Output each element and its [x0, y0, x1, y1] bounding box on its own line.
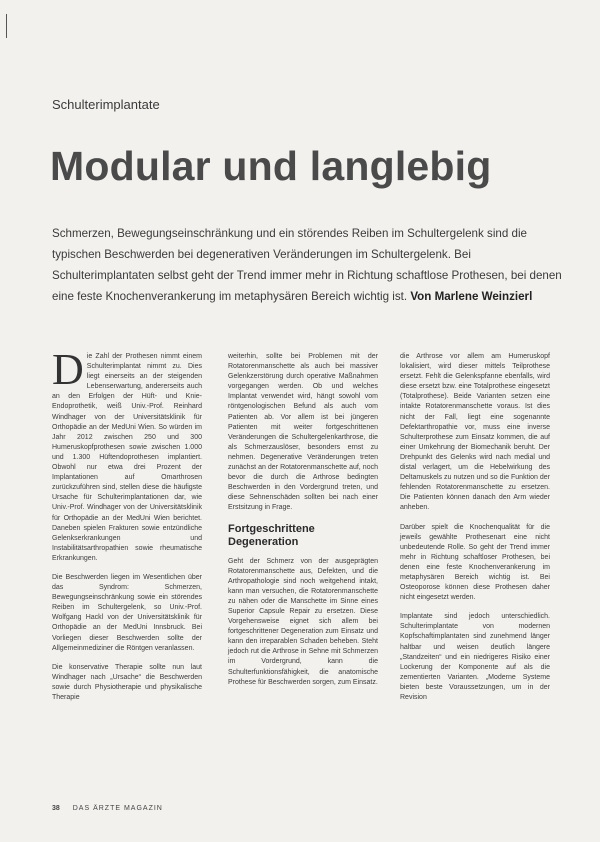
paragraph: Geht der Schmerz von der ausgeprägten Rotatorenmanschette aus, Defekten, und die Arthropathologie sind noch weitgehend intakt, kann man versuchen, die Rotatorenmanschette zu nähen oder die Manschette im Sinne eines Superior Capsule Repair zu ersetzen. Diese Vorgehensweise eignet sich allem bei fortgeschrittener Degeneration zum Einsatz und kann den irreparablen Schaden beheben. Steht jedoch rut die Arthrose in Sehne mit Schmerzen im Vordergrund, kann die Schulterfunktionsfähigkeit, die anatomische Prothese für Beschwerden sorgen, zum Einsatz.	[228, 557, 378, 686]
lead-text: Schmerzen, Bewegungseinschränkung und ein störendes Reiben im Schultergelenk sind die typischen Beschwerden bei degenerativen Veränderungen im Schultergelenk. Bei Schulterimplantaten selbst geht der Trend immer mehr in Richtung schaftlose Prothesen, bei denen eine feste Knochenverankerung im metaphysären Bereich wichtig ist.	[52, 227, 562, 303]
margin-rule	[6, 14, 7, 38]
paragraph: die Arthrose vor allem am Humeruskopf lokalisiert, wird dieser mittels Teilprothese ersetzt. Fehlt die Gelenkspfanne ebenfalls, wird diese ersetzt bzw. eine Totalprothese eingesetzt (Totalprothese). Beide Varianten setzen eine intakte Rotatorenmanschette voraus. Ist dies nicht der Fall, liegt eine sogenannte Defektarthropathie vor, muss eine inverse Schulterprothese zum Einsatz kommen, die auf einer Umkehrung der Biomechanik beruht. Der Drehpunkt des Gelenks wird nach medial und distal verlagert, um die Hebelwirkung des Deltamuskels zu nutzen und so die Funktion der fehlenden Rotatorenmanschette zu ersetzen. Die Patienten können danach den Arm wieder anheben.	[400, 353, 550, 512]
article-lead	[52, 223, 572, 307]
page-footer	[52, 805, 163, 812]
column-2	[228, 352, 378, 697]
subheading-line: Fortgeschrittene	[228, 522, 315, 535]
column-1	[52, 345, 202, 712]
subheading	[228, 523, 378, 549]
page-number: 38	[52, 805, 60, 812]
paragraph: Implantate sind jedoch unterschiedlich. Schulterimplantate von modernen Kopfschaftimplantaten sind zunehmend länger haltbar und weisen deutlich längere „Standzeiten“ und ein niedrigeres Risiko einer Lockerung der Komponente auf als die zementierten Varianten. „Moderne Systeme bieten beste Voraussetzungen, um in der Revision	[400, 613, 550, 701]
paragraph: Die konservative Therapie sollte nun laut Windhager nach „Ursache“ die Beschwerden sowie durch Physiotherapie und physikalische Therapie	[52, 663, 202, 701]
article-title: Modular und langlebig	[50, 143, 492, 189]
paragraph-text: ie Zahl der Prothesen nimmt einem Schulterimplantat nimmt zu. Dies liegt einerseits an der steigenden Lebenserwartung, andererseits auch an den Erfolgen der Hüft- und Knie-Endoprothetik, weiß Univ.-Prof. Reinhard Windhager von der Universitätsklinik für Orthopädie an der MedUni Wien. So würden im Jahr 2012 zwischen 250 und 300 Humeruskopfprothesen sowie zwischen 1.000 und 1.300 Hüftendoprothesen implantiert. Obwohl nur etwa drei Prozent der Implantationen auf Omarthrosen zurückzuführen sind, stellen diese die häufigste Ursache für Schulterimplantationen dar, wie Univ.-Prof. Windhager von der Universitätsklinik für Orthopädie an der MedUni Wien berichtet. Daneben spielen Frakturen sowie entzündliche Gelenkserkrankungen und Instabilitätsarthropathien sowie rheumatische Erkrankungen.	[52, 353, 202, 562]
paragraph: Die Beschwerden liegen im Wesentlichen über das Syndrom: Schmerzen, Bewegungseinschränkung sowie ein störendes Reiben im Schultergelenk, so Univ.-Prof. Wolfgang Hackl von der Universitätsklinik für Orthopädie an der MedUni Innsbruck. Bei Vorliegen dieser Beschwerden sollte der Allgemeinmediziner die Röntgen veranlassen.	[52, 573, 202, 652]
magazine-name: DAS ÄRZTE MAGAZIN	[72, 805, 163, 812]
paragraph	[52, 345, 202, 564]
subheading-line: Degeneration	[228, 535, 299, 548]
drop-cap: D	[52, 345, 84, 394]
paragraph: Darüber spielt die Knochenqualität für die jeweils gewählte Prothesenart eine nicht unbedeutende Rolle. So geht der Trend immer mehr in Richtung schaftloser Prothesen, bei denen eine feste Knochenverankerung im metaphysären Bereich wichtig ist. Bei Osteoporose können diese Prothesen daher nicht eingesetzt werden.	[400, 523, 550, 602]
column-3	[400, 352, 550, 712]
section-label: Schulterimplantate	[52, 97, 160, 112]
paragraph: weiterhin, sollte bei Problemen mit der Rotatorenmanschette als auch bei massiver Gelenkzerstörung durch operative Maßnahmen vorgegangen werden. Ob und welches Implantat verwendet wird, hängt sowohl vom röntgenologischen Befund als auch vom Patienten ab. Vor allem ist bei jüngeren Patienten mit weiter fortgeschrittenen Veränderungen die Schultergelenkarthrose, die als Schmerzauslöser, besonders ernst zu nehmen. Degenerative Veränderungen treten zunächst an der Rotatorenmanschette auf, noch bevor die durch die Arthrose bedingten Beschwerden in den Vordergrund treten, und diese Sehnenschäden sollten bei nach einer Erstsitzung in Frage.	[228, 353, 378, 512]
author-byline: Von Marlene Weinzierl	[410, 290, 533, 303]
